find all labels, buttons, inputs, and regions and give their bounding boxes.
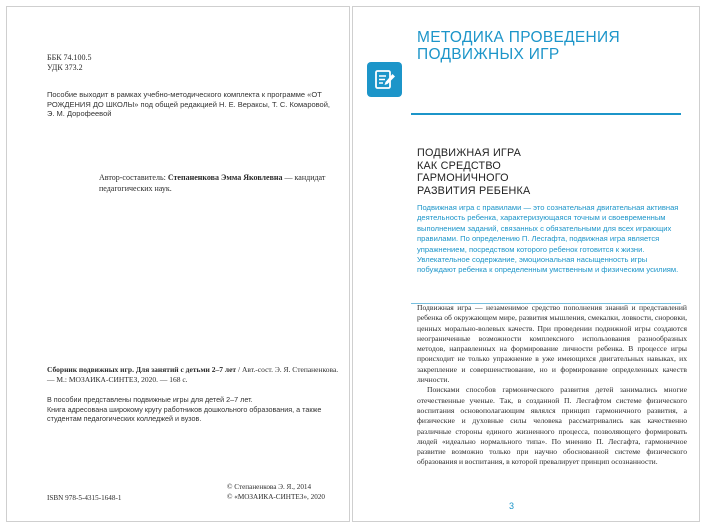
copyright-author: © Степаненкова Э. Я., 2014 — [227, 483, 312, 491]
right-page — [352, 6, 700, 522]
section-divider — [411, 113, 681, 115]
page-number: 3 — [509, 501, 515, 511]
annotation — [47, 395, 344, 424]
book-title: Сборник подвижных игр. Для занятий с детьми 2–7 лет — [47, 365, 237, 374]
author-info — [99, 173, 344, 194]
copyright-publisher: © «МОЗАИКА-СИНТЕЗ», 2020 — [227, 492, 326, 501]
paragraph: Подвижная игра — незаменимое средство пополнения знаний и представлений ребенка об окружающем мире, развития мышления, смекалки, ловкости, сноровки, ценных морально-волевых качеств. При проведении подвижной игры создаются неограниченные возможности комплексного использования разнообразных методов, направленных на формирование личности ребенка. В процессе игры происходит не только упражнение в уже имеющихся двигательных навыках, их закрепление и совершенствование, но и формирование определенных качеств личности. — [417, 303, 687, 385]
series-note: Пособие выходит в рамках учебно-методического комплекта к программе «ОТ РОЖДЕНИЯ ДО ШКОЛЫ» под общей редакцией Н. Е. Вераксы, Т. С. Комаровой, Э. М. Дорофеевой — [47, 90, 331, 118]
chapter-title-line-1: ПОДВИЖНАЯ ИГРА — [417, 147, 522, 159]
bibliographic-record — [47, 365, 344, 385]
notebook-pen-glyph — [373, 68, 397, 92]
body-text — [417, 303, 687, 468]
lead-paragraph: Подвижная игра с правилами — это сознательная двигательная активная деятельность ребенка, характеризующаяся точным и своевременным выполнением заданий, связанных с обязательными для всех играющих правилами. По определению П. Лесгафта, подвижная игра является упражнением, посредством которого ребенок готовится к жизни. Увлекательное содержание, эмоциональная насыщенность игры побуждают ребенка к определенным умственным и физическим усилиям. — [417, 203, 679, 275]
annotation-line-1: В пособии представлены подвижные игры для детей 2–7 лет. — [47, 395, 253, 404]
author-role: Автор-составитель: — [99, 173, 166, 182]
chapter-title-line-3: ГАРМОНИЧНОГО — [417, 172, 509, 184]
left-page — [6, 6, 350, 522]
chapter-title-line-2: КАК СРЕДСТВО — [417, 159, 501, 172]
paragraph: Поисками способов гармонического развития детей занимались многие отечественные ученые. Так, в созданной П. Лесгафтом системе физического воспитания основополагающим являлся принцип гармоничного развития, а физические и духовные силы человека рассматривались как качественно различные стороны единого жизненного процесса, позволяющего формировать людей «идеально нормального типа». По мнению П. Лесгафта, гармоничное развитие возможно только при научно обоснованной системе физического образования и воспитания, в которой превалирует принцип осознанности. — [417, 385, 687, 467]
chapter-title-line-4: РАЗВИТИЯ РЕБЕНКА — [417, 184, 531, 197]
annotation-line-2: Книга адресована широкому кругу работников дошкольного образования, а также студентам педагогических колледжей и вузов. — [47, 404, 322, 423]
udk-code: УДК 373.2 — [47, 63, 83, 72]
author-name: Степаненкова Эмма Яковлевна — [167, 173, 283, 182]
book-imprint: / Авт.-сост. Э. Я. Степаненкова. — М.: МОЗАИКА-СИНТЕЗ, 2020. — 168 с. — [47, 365, 339, 384]
bbk-code: ББК 74.100.5 — [47, 53, 92, 62]
chapter-title — [417, 147, 637, 197]
author-degree: — кандидат педагогических наук. — [99, 173, 326, 193]
section-title-line-1: МЕТОДИКА ПРОВЕДЕНИЯ — [417, 29, 620, 46]
isbn: ISBN 978-5-4315-1648-1 — [47, 494, 122, 502]
classification-codes — [47, 53, 92, 73]
section-title — [417, 29, 687, 63]
notebook-pen-icon — [367, 62, 402, 97]
section-title-line-2: ПОДВИЖНЫХ ИГР — [417, 46, 560, 63]
copyright — [227, 483, 325, 502]
